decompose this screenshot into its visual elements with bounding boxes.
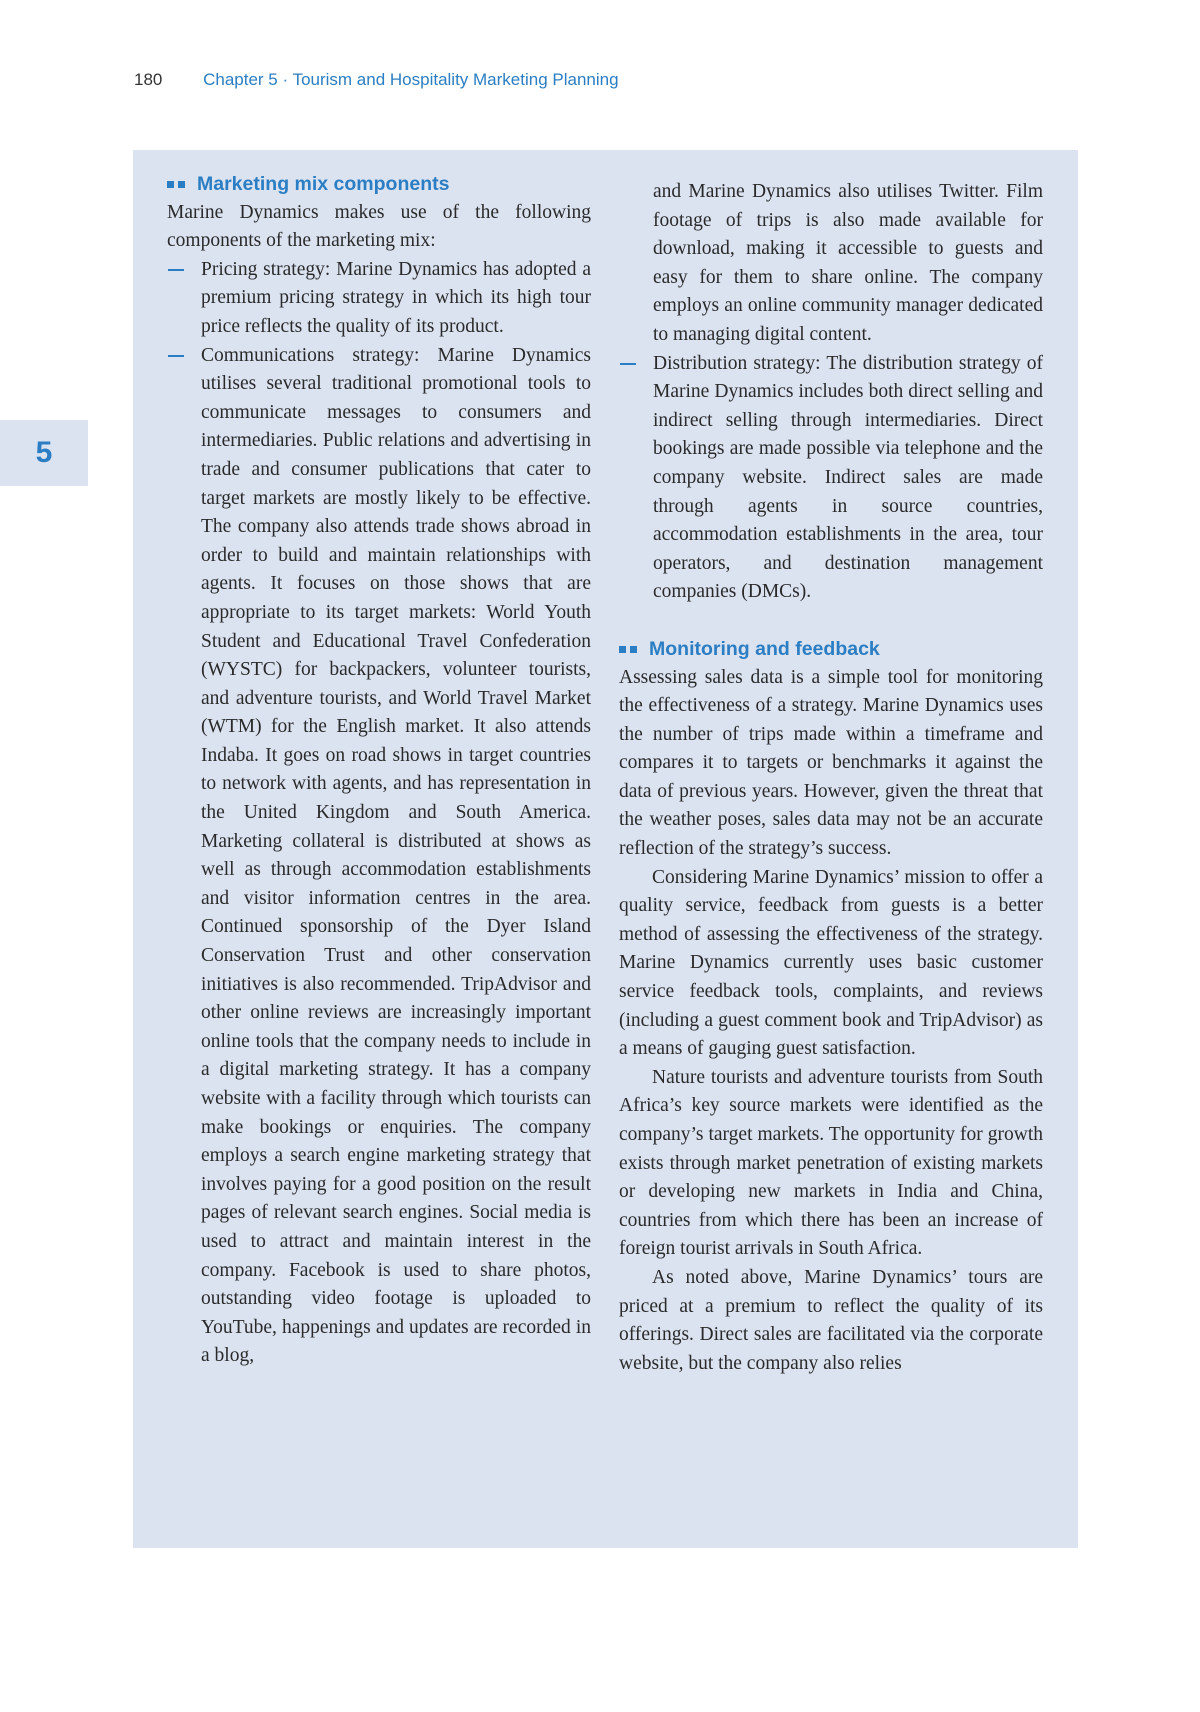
square-bullet-icon [619, 646, 626, 653]
section-heading-monitoring [619, 635, 1043, 664]
dash-bullet-icon [168, 269, 184, 272]
list-item-distribution [619, 350, 1043, 607]
list-item-communications [167, 342, 591, 1371]
left-column [167, 170, 591, 1371]
section-heading-marketing-mix [167, 170, 591, 199]
body-paragraph: Nature tourists and adventure tourists from South Africa’s key source markets were identified as the company’s target markets. The opportunity for growth exists through market penetration of existing markets or developing new markets in India and China, countries from which there has been an increase of foreign tourist arrivals in South Africa. [619, 1066, 1043, 1260]
square-bullet-icon [167, 181, 174, 188]
page-number: 180 [134, 70, 163, 89]
right-column [619, 178, 1043, 1378]
case-study-box [133, 150, 1078, 1548]
body-paragraph: Assessing sales data is a simple tool for monitoring the effectiveness of a strategy. Marine Dynamics uses the number of trips made within a timeframe and compares it to targets or benchmarks it against the data of previous years. However, given the threat that the weather poses, sales data may not be an accurate reflection of the strategy’s success. [619, 666, 1043, 860]
chapter-tab: 5 [0, 420, 88, 486]
dash-bullet-icon [620, 363, 636, 366]
list-item-text: Distribution strategy: The distribution strategy of Marine Dynamics includes both direct selling and indirect selling through intermediaries. Direct bookings are made possible via telephone and the company website. Indirect sales are made through agents in source countries, accommodation establishments in the area, tour operators, and destination management companies (DMCs). [653, 352, 1043, 603]
list-item-text: Pricing strategy: Marine Dynamics has adopted a premium pricing strategy in which its high tour price reflects the quality of its product. [201, 258, 591, 337]
heading-text: Monitoring and feedback [649, 637, 880, 660]
body-paragraph: Considering Marine Dynamics’ mission to offer a quality service, feedback from guests is a better method of assessing the effectiveness of the strategy. Marine Dynamics currently uses basic customer service feedback tools, complaints, and reviews (including a guest comment book and TripAdvisor) as a means of gauging guest satisfaction. [619, 866, 1043, 1060]
square-bullet-icon [178, 181, 185, 188]
body-paragraph: As noted above, Marine Dynamics’ tours are priced at a premium to reflect the quality of its offerings. Direct sales are facilitated via the corporate website, but the company also relies [619, 1266, 1043, 1374]
dash-bullet-icon [168, 355, 184, 358]
continued-paragraph: and Marine Dynamics also utilises Twitter. Film footage of trips is also made available for download, making it accessible to guests and easy for them to share online. The company employs an online community manager dedicated to managing digital content. [653, 181, 1043, 345]
list-item-text: Communications strategy: Marine Dynamics utilises several traditional promotional tools to communicate messages to consumers and intermediaries. Public relations and advertising in trade and consumer publications that cater to target markets are mostly likely to be effective. The company also attends trade shows abroad in order to build and maintain relationships with agents. It focuses on those shows that are appropriate to its target markets: World Youth Student and Educational Travel Confederation (WYSTC) for backpackers, volunteer tourists, and adventure tourists, and World Travel Market (WTM) for the English market. It also attends Indaba. It goes on road shows in target countries to network with agents, and has representation in the United Kingdom and South America. Marketing collateral is distributed at shows as well as through accommodation establishments and visitor information centres in the area. Continued sponsorship of the Dyer Island Conservation Trust and other conservation initiatives is also recommended. TripAdvisor and other online reviews are increasingly important online tools that the company needs to include in a digital marketing strategy. It has a company website with a facility through which tourists can make bookings or enquiries. The company employs a search engine marketing strategy that involves paying for a good position on the result pages of relevant search engines. Social media is used to attract and maintain interest in the company. Facebook is used to share photos, outstanding video footage is uploaded to YouTube, happenings and updates are recorded in a blog, [201, 344, 591, 1367]
chapter-title: Chapter 5 · Tourism and Hospitality Marketing Planning [203, 70, 619, 89]
intro-paragraph: Marine Dynamics makes use of the following components of the marketing mix: [167, 201, 591, 252]
spacer [619, 607, 1043, 635]
heading-text: Marketing mix components [197, 173, 450, 195]
running-header [134, 70, 619, 90]
list-item-pricing [167, 256, 591, 342]
square-bullet-icon [630, 646, 637, 653]
